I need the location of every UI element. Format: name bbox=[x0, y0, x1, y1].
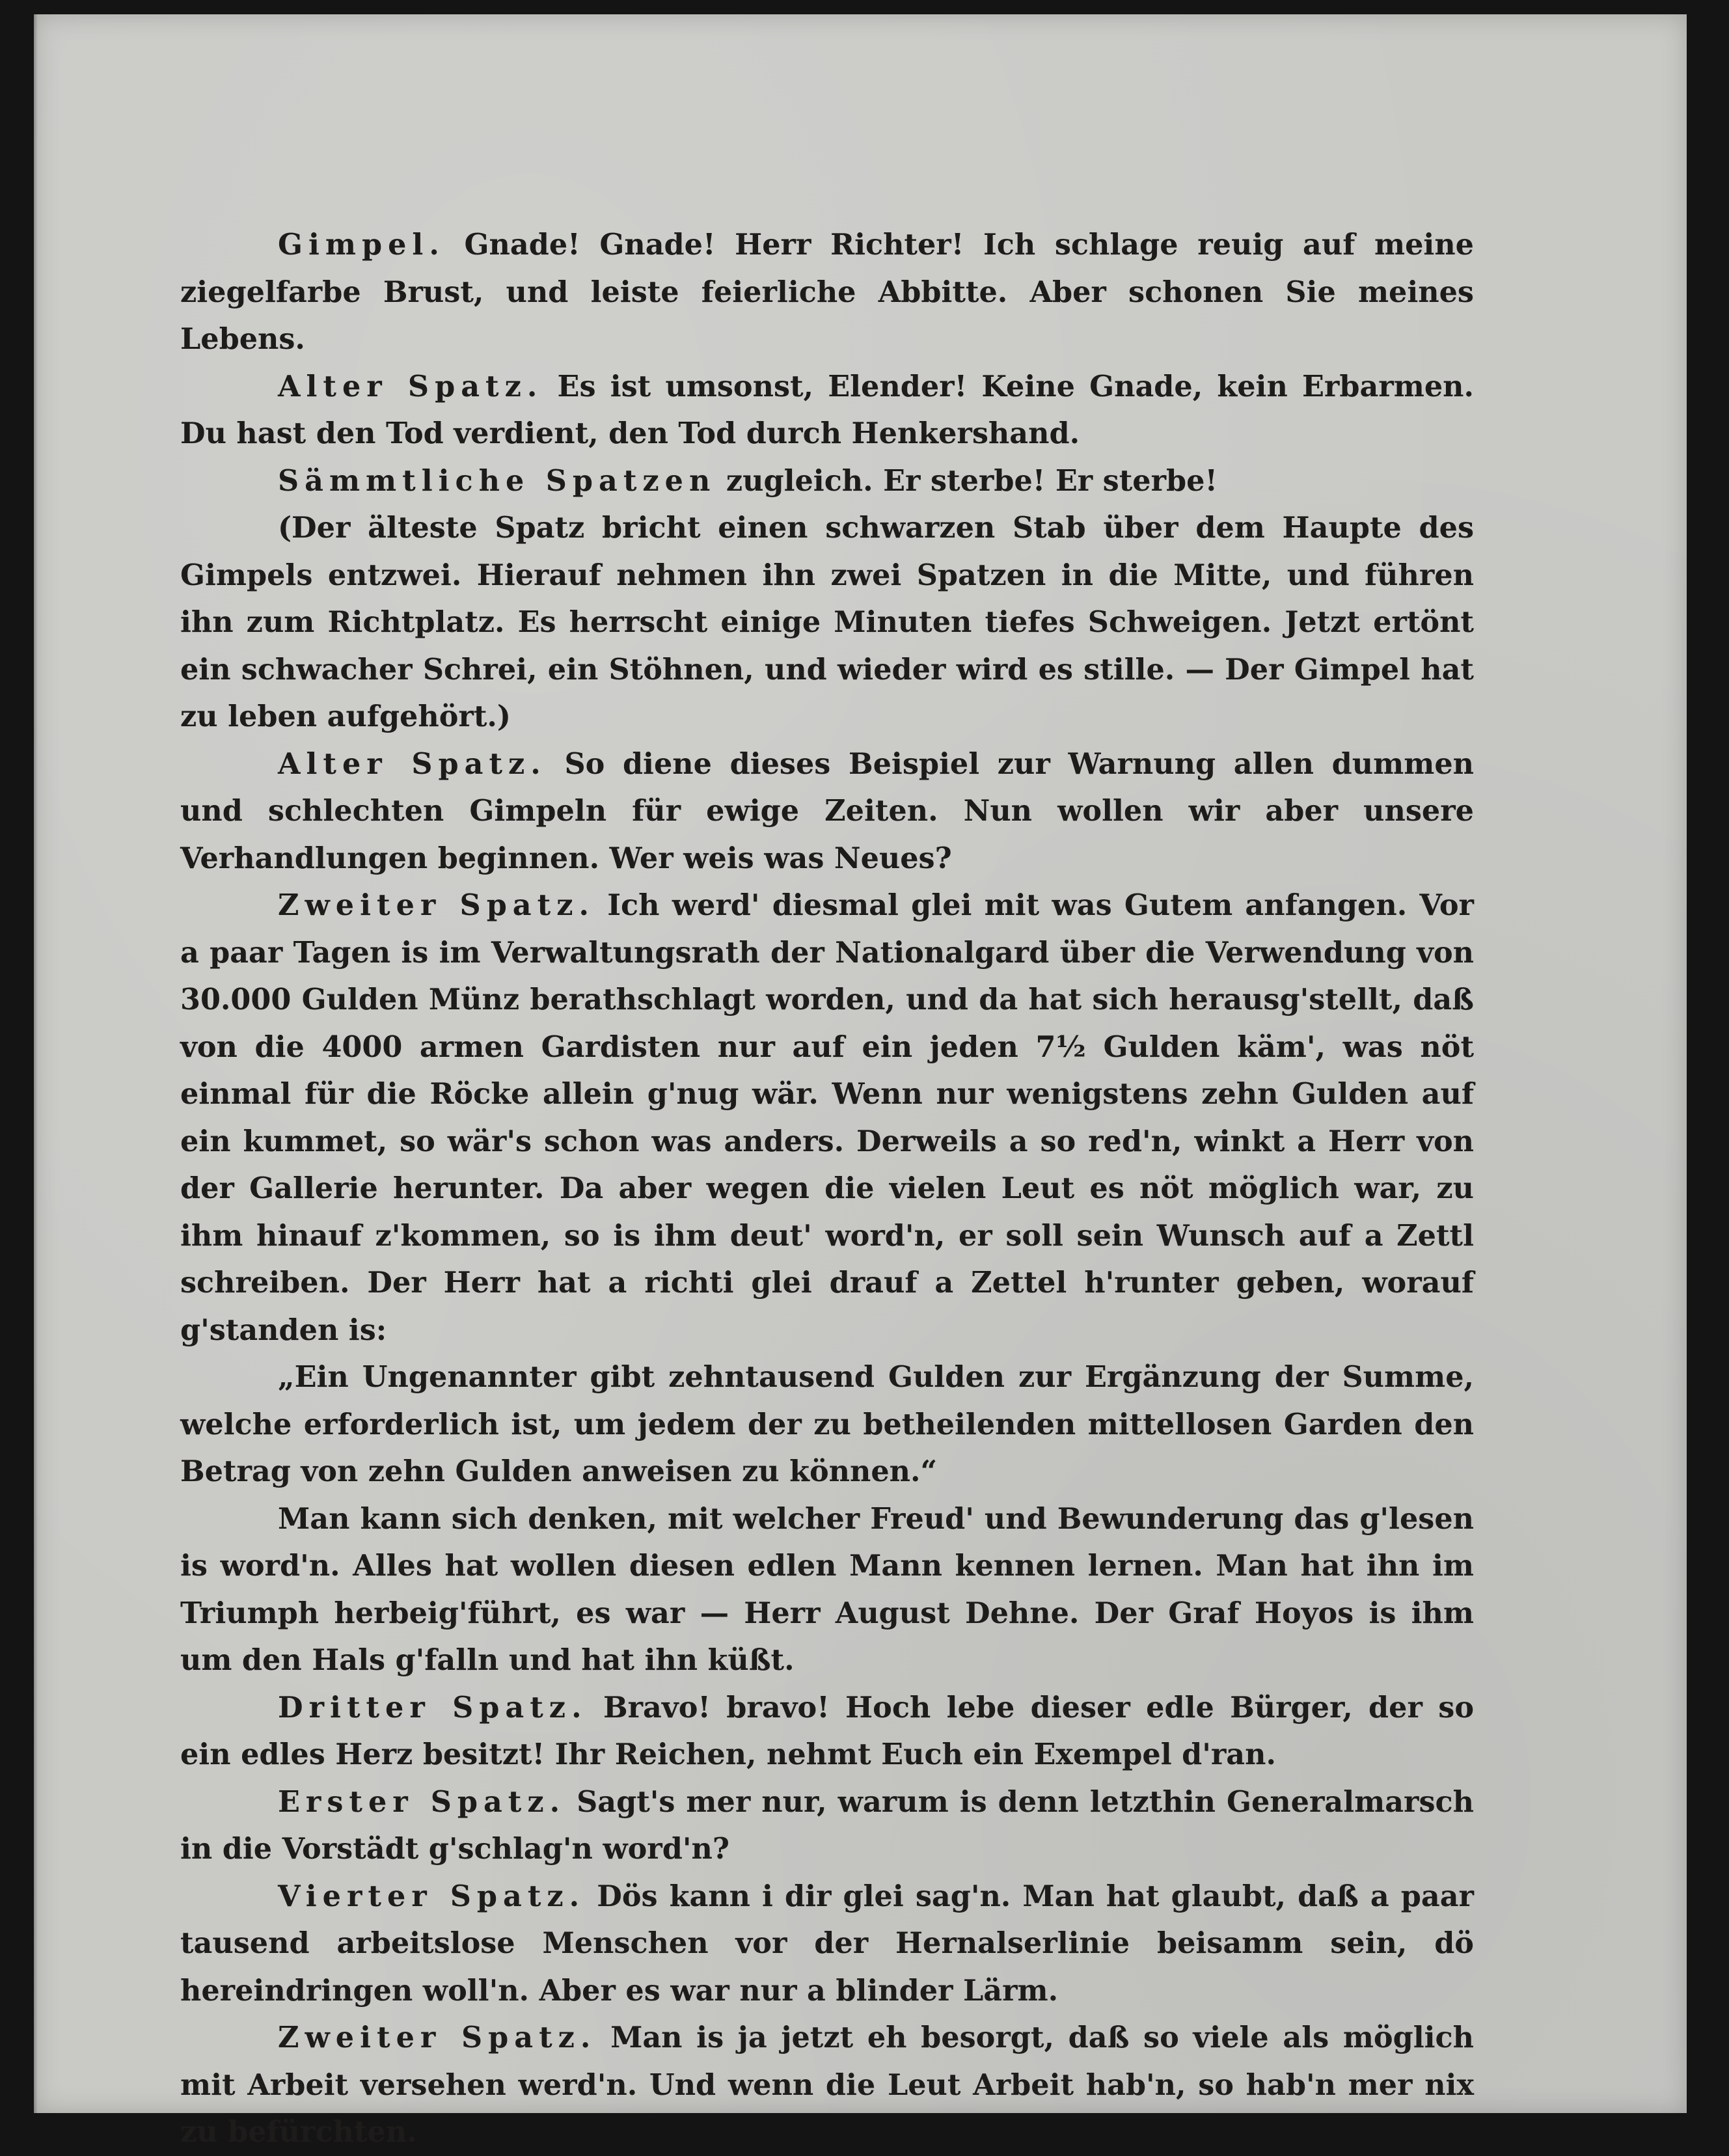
speech-text: Ich werd' diesmal glei mit was Gutem anfangen. Vor a paar Tagen is im Verwaltungsrath der Nationalgard über die Verwendung von 30.000 Gulden Münz berathschlagt worden, und da hat sich herausg'stellt, daß von die 4000 armen Gardisten nur auf ein jeden 7½ Gulden käm', was nöt einmal für die Röcke allein g'nug wär. Wenn nur wenigstens zehn Gulden auf ein kummet, so wär's schon was anders. Derweils a so red'n, winkt a Herr von der Gallerie herunter. Da aber wegen die vielen Leut es nöt möglich war, zu ihm hinauf z'kommen, so is ihm deut' word'n, er soll sein Wunsch auf a Zettl schreiben. Der Herr hat a richti glei drauf a Zettel h'runter geben, worauf g'standen is: bbox=[180, 888, 1474, 1347]
paragraph-zweiter-spatz-news bbox=[180, 882, 1474, 1354]
stage-direction-execution bbox=[180, 504, 1474, 741]
paragraph-vierter-spatz bbox=[180, 1873, 1474, 2015]
speaker-name: Alter Spatz. bbox=[278, 369, 543, 403]
paragraph-dritter-spatz bbox=[180, 1684, 1474, 1779]
speech-text: Dös kann i dir glei sag'n. Man hat glaubt, daß a paar tausend arbeitslose Menschen vor der Hernalserlinie beisamm sein, dö hereindringen woll'n. Aber es war nur a blinder Lärm. bbox=[180, 1879, 1474, 2008]
speech-text: Bravo! bravo! Hoch lebe dieser edle Bürger, der so ein edles Herz besitzt! Ihr Reichen, nehmt Euch ein Exempel d'ran. bbox=[180, 1690, 1475, 1771]
speaker-name: Dritter Spatz. bbox=[278, 1690, 588, 1725]
quote-text: „Ein Ungenannter gibt zehntausend Gulden zur Ergänzung der Summe, welche erforderlich ist, um jedem der zu betheilenden mittellosen Garden den Betrag von zehn Gulden anweisen zu können.“ bbox=[180, 1360, 1474, 1488]
speech-text: Es ist umsonst, Elender! Keine Gnade, kein Erbarmen. Du hast den Tod verdient, den Tod durch Henkershand. bbox=[180, 369, 1474, 450]
narration-text: Man kann sich denken, mit welcher Freud' und Bewunderung das g'lesen is word'n. Alles hat wollen diesen edlen Mann kennen lernen. Man hat ihn im Triumph herbeig'führt, es war — Herr August Dehne. Der Graf Hoyos is ihm um den Hals g'falln und hat ihn küßt. bbox=[180, 1501, 1474, 1677]
paragraph-narration-dehne bbox=[180, 1495, 1474, 1684]
speech-text: zugleich. Er sterbe! Er sterbe! bbox=[726, 463, 1218, 498]
speaker-name: Zweiter Spatz. bbox=[278, 2021, 597, 2054]
speaker-name: Sämmtliche Spatzen bbox=[278, 463, 716, 498]
page-fold-edge bbox=[34, 14, 38, 2113]
speaker-name: Vierter Spatz. bbox=[278, 1879, 586, 1913]
speaker-name: Gimpel. bbox=[278, 228, 445, 262]
speech-text: Man is ja jetzt eh besorgt, daß so viele als möglich mit Arbeit versehen werd'n. Und wenn die Leut Arbeit hab'n, so hab'n mer nix zu befürchten. bbox=[180, 2021, 1474, 2149]
paragraph-alter-spatz-warning bbox=[180, 741, 1474, 882]
scanned-page bbox=[34, 14, 1687, 2149]
speech-text: So diene dieses Beispiel zur Warnung allen dummen und schlechten Gimpeln für ewige Zeiten. Nun wollen wir aber unsere Verhandlungen beginnen. Wer weis was Neues? bbox=[180, 746, 1474, 875]
speaker-name: Zweiter Spatz. bbox=[278, 888, 595, 922]
stage-direction-text: (Der älteste Spatz bricht einen schwarzen Stab über dem Haupte des Gimpels entzwei. Hierauf nehmen ihn zwei Spatzen in die Mitte, und führen ihn zum Richtplatz. Es herrscht einige Minuten tiefes Schweigen. Jetzt ertönt ein schwacher Schrei, ein Stöhnen, und wieder wird es stille. — Der Gimpel hat zu leben aufgehört.) bbox=[180, 511, 1474, 733]
speech-text: Gnade! Gnade! Herr Richter! Ich schlage reuig auf meine ziegelfarbe Brust, und leiste feierliche Abbitte. Aber schonen Sie meines Lebens. bbox=[180, 228, 1474, 356]
paragraph-alter-spatz-verdict bbox=[180, 363, 1474, 457]
paragraph-erster-spatz bbox=[180, 1779, 1474, 1873]
paragraph-all-sparrows bbox=[180, 457, 1474, 505]
quoted-note bbox=[180, 1354, 1474, 1495]
speaker-name: Erster Spatz. bbox=[278, 1784, 566, 1819]
speaker-name: Alter Spatz. bbox=[278, 746, 547, 781]
speech-text: Sagt's mer nur, warum is denn letzthin Generalmarsch in die Vorstädt g'schlag'n word'n? bbox=[180, 1784, 1474, 1866]
paragraph-zweiter-spatz-closing bbox=[180, 2014, 1474, 2156]
page-body-text bbox=[180, 221, 1474, 2156]
paragraph-gimpel-plea bbox=[180, 221, 1474, 363]
